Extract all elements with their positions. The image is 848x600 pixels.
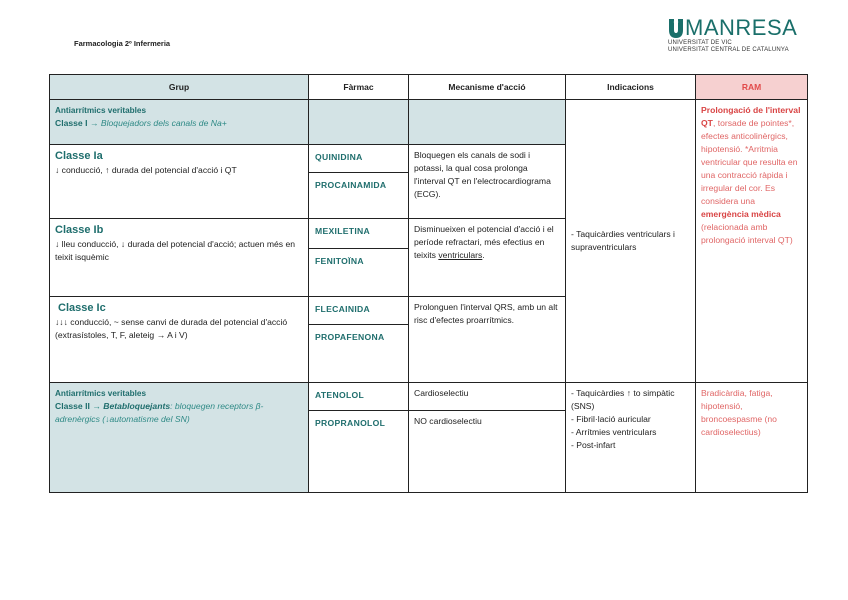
- class-ii-indication-1: - Taquicàrdies ↑ to simpàtic (SNS): [571, 388, 675, 411]
- logo-u-icon: [668, 19, 684, 38]
- class-i-ram-cell: [696, 100, 808, 383]
- document-subject: Farmacologia 2º Infermeria: [74, 39, 171, 48]
- class-ib-mechanism: [409, 219, 566, 297]
- drug-propranolol: PROPRANOLOL: [309, 411, 409, 493]
- column-header-mecanisme: Mecanisme d'acció: [409, 75, 566, 100]
- group-2-class-name: Betabloquejants: [103, 401, 171, 411]
- drug-mexiletina: MEXILETINA: [309, 219, 409, 249]
- table-row: [50, 100, 808, 145]
- class-ii-indications-cell: [566, 383, 696, 493]
- class-ii-indication-3: - Arrítmies ventriculars: [571, 427, 657, 437]
- drug-procainamida: PROCAINAMIDA: [309, 173, 409, 219]
- logo-line-2: UNIVERSITAT CENTRAL DE CATALUNYA: [668, 47, 789, 53]
- class-ic-cell: [50, 297, 309, 383]
- class-ii-indication-2: - Fibril·lació auricular: [571, 414, 651, 424]
- group-1-class-arrow: →: [87, 118, 101, 128]
- table-header-row: [50, 75, 808, 100]
- class-ib-title: Classe Ib: [55, 224, 104, 236]
- empty-cell: [409, 100, 566, 145]
- ram-qt-prolongation: Prolongació de l'interval QT: [701, 105, 801, 128]
- class-ii-indication-4: - Post-infart: [571, 440, 616, 450]
- ram-medical-emergency: emergència mèdica: [701, 209, 781, 219]
- logo-line-1: UNIVERSITAT DE VIC: [668, 40, 732, 46]
- column-header-grup: Grup: [50, 75, 309, 100]
- drug-quinidina: QUINIDINA: [309, 145, 409, 173]
- class-i-indications-cell: [566, 100, 696, 383]
- class-ib-mechanism-underlined: ventriculars: [438, 250, 483, 260]
- umanresa-logo: [668, 15, 818, 54]
- class-ib-desc: ↓ lleu conducció, ↓ durada del potencial d'acció; actuen més en teixit isquèmic: [55, 239, 296, 262]
- ram-text-2: (relacionada amb prolongació interval QT): [701, 222, 793, 245]
- drug-atenolol: ATENOLOL: [309, 383, 409, 411]
- atenolol-mechanism: Cardioselectiu: [409, 383, 566, 411]
- table-row: [50, 383, 808, 411]
- group-2-class-arrow: →: [89, 401, 104, 411]
- class-ia-title: Classe Ia: [55, 150, 103, 162]
- ram-text-1: , torsade de pointes*, efectes anticolinèrgics, hipotensió. *Arritmia ventricular que resulta en una contracció ràpida i irregular del cor. Es considera una: [701, 118, 798, 206]
- class-ib-mechanism-end: .: [482, 250, 485, 260]
- class-ia-cell: [50, 145, 309, 219]
- propranolol-mechanism: NO cardioselectiu: [409, 411, 566, 493]
- group-2-cell: [50, 383, 309, 493]
- pharmacology-table: [49, 74, 808, 493]
- group-1-class-desc: Bloquejadors dels canals de Na+: [100, 118, 227, 128]
- group-2-class-label: Classe II: [55, 401, 90, 411]
- column-header-ram: RAM: [696, 75, 808, 100]
- drug-fenitoina: FENITOÏNA: [309, 249, 409, 297]
- class-ib-mechanism-text: Disminueixen el potencial d'acció i el període refractari, més efectius en teixits: [414, 224, 554, 260]
- class-ia-desc: ↓ conducció, ↑ durada del potencial d'acció i QT: [55, 165, 237, 175]
- class-ic-desc: ↓↓↓ conducció, ~ sense canvi de durada del potencial d'acció (extrasístoles, T, F, aleteig → A i V): [55, 317, 288, 340]
- drug-propafenona: PROPAFENONA: [309, 325, 409, 383]
- drug-flecainida: FLECAINIDA: [309, 297, 409, 325]
- column-header-farmac: Fàrmac: [309, 75, 409, 100]
- group-2-class-desc: : bloquegen receptors β-adrenèrgics (↓automatisme del SN): [55, 401, 264, 424]
- class-ii-ram: Bradicàrdia, fatiga, hipotensió, broncoespasme (no cardioselectius): [701, 388, 777, 437]
- class-i-indications: - Taquicàrdies ventriculars i supraventriculars: [571, 229, 675, 252]
- column-header-indicacions: Indicacions: [566, 75, 696, 100]
- class-ic-mechanism: Prolonguen l'interval QRS, amb un alt risc d'efectes proarrítmics.: [409, 297, 566, 383]
- group-1-class-label: Classe I: [55, 118, 88, 128]
- group-2-title: Antiarrítmics veritables: [55, 389, 147, 398]
- class-ia-mechanism: Bloquegen els canals de sodi i potassi, la qual cosa prolonga l'interval QT en l'electrocardiograma (ECG).: [409, 145, 566, 219]
- logo-wordmark: MANRESA: [685, 15, 798, 40]
- empty-cell: [309, 100, 409, 145]
- class-ib-cell: [50, 219, 309, 297]
- class-ii-ram-cell: [696, 383, 808, 493]
- group-1-title: Antiarrítmics veritables: [55, 106, 147, 115]
- group-1-cell: [50, 100, 309, 145]
- class-ic-title: Classe Ic: [58, 302, 106, 314]
